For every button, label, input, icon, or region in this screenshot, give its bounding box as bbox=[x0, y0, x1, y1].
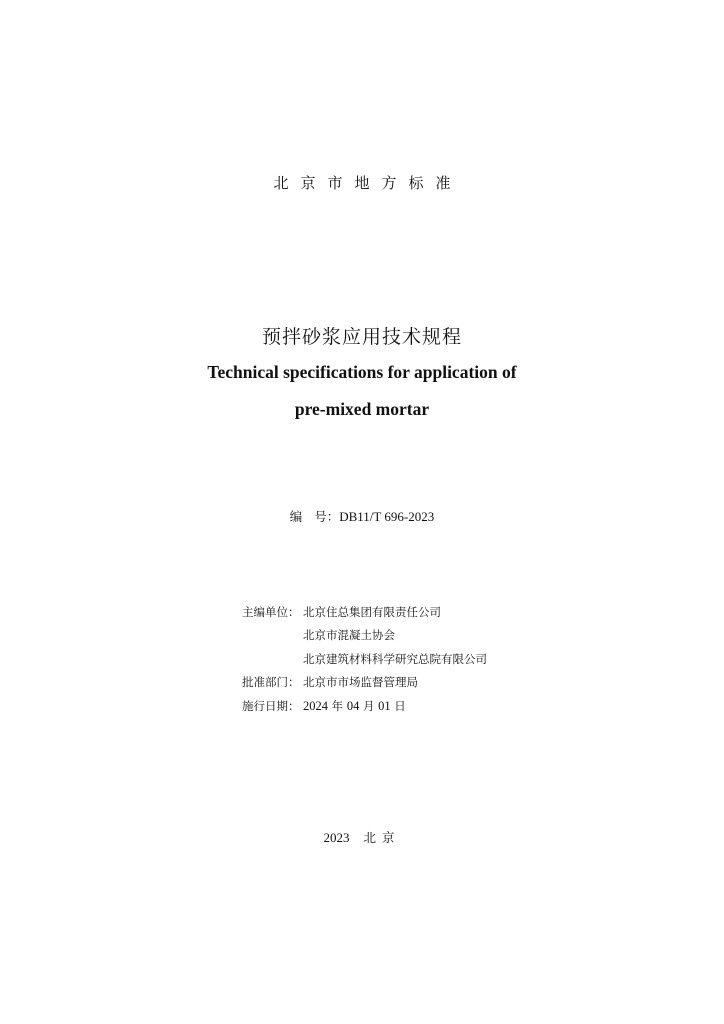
editor-name: 北京市混凝土协会 bbox=[303, 628, 395, 643]
date-year: 2024 bbox=[303, 698, 328, 713]
document-title-english-line1: Technical specifications for application of bbox=[207, 362, 517, 382]
standard-type-heading: 北京市地方标准 bbox=[273, 174, 463, 192]
standard-code-value: DB11/T 696-2023 bbox=[339, 509, 435, 524]
publication-city: 北京 bbox=[363, 830, 401, 845]
editor-row bbox=[242, 624, 487, 647]
label-spacer bbox=[242, 624, 303, 647]
effective-date-label: 施行日期： bbox=[242, 698, 300, 713]
date-month: 04 bbox=[346, 698, 360, 713]
editor-name: 北京住总集团有限责任公司 bbox=[303, 605, 441, 619]
label-spacer bbox=[242, 648, 303, 671]
standard-code-label: 编 号： bbox=[289, 509, 340, 524]
approval-label: 批准部门： bbox=[242, 675, 300, 690]
publication-year: 2023 bbox=[323, 830, 350, 845]
editor-label: 主编单位： bbox=[242, 605, 300, 619]
date-month-unit: 月 bbox=[362, 698, 375, 713]
editor-row bbox=[242, 648, 487, 671]
standard-code bbox=[0, 507, 724, 525]
approval-authority: 北京市市场监督管理局 bbox=[303, 675, 418, 690]
document-title-chinese: 预拌砂浆应用技术规程 bbox=[261, 326, 462, 348]
document-title-english-line2: pre-mixed mortar bbox=[294, 399, 430, 419]
editor-row bbox=[242, 601, 487, 624]
effective-date-row bbox=[242, 695, 487, 718]
date-day: 01 bbox=[378, 698, 391, 713]
date-day-unit: 日 bbox=[394, 698, 406, 713]
date-year-unit: 年 bbox=[331, 698, 344, 713]
effective-date bbox=[303, 695, 406, 718]
editor-name: 北京建筑材料科学研究总院有限公司 bbox=[303, 651, 487, 666]
publication-footer bbox=[0, 828, 724, 846]
publication-info bbox=[242, 601, 487, 718]
approval-row bbox=[242, 671, 487, 694]
